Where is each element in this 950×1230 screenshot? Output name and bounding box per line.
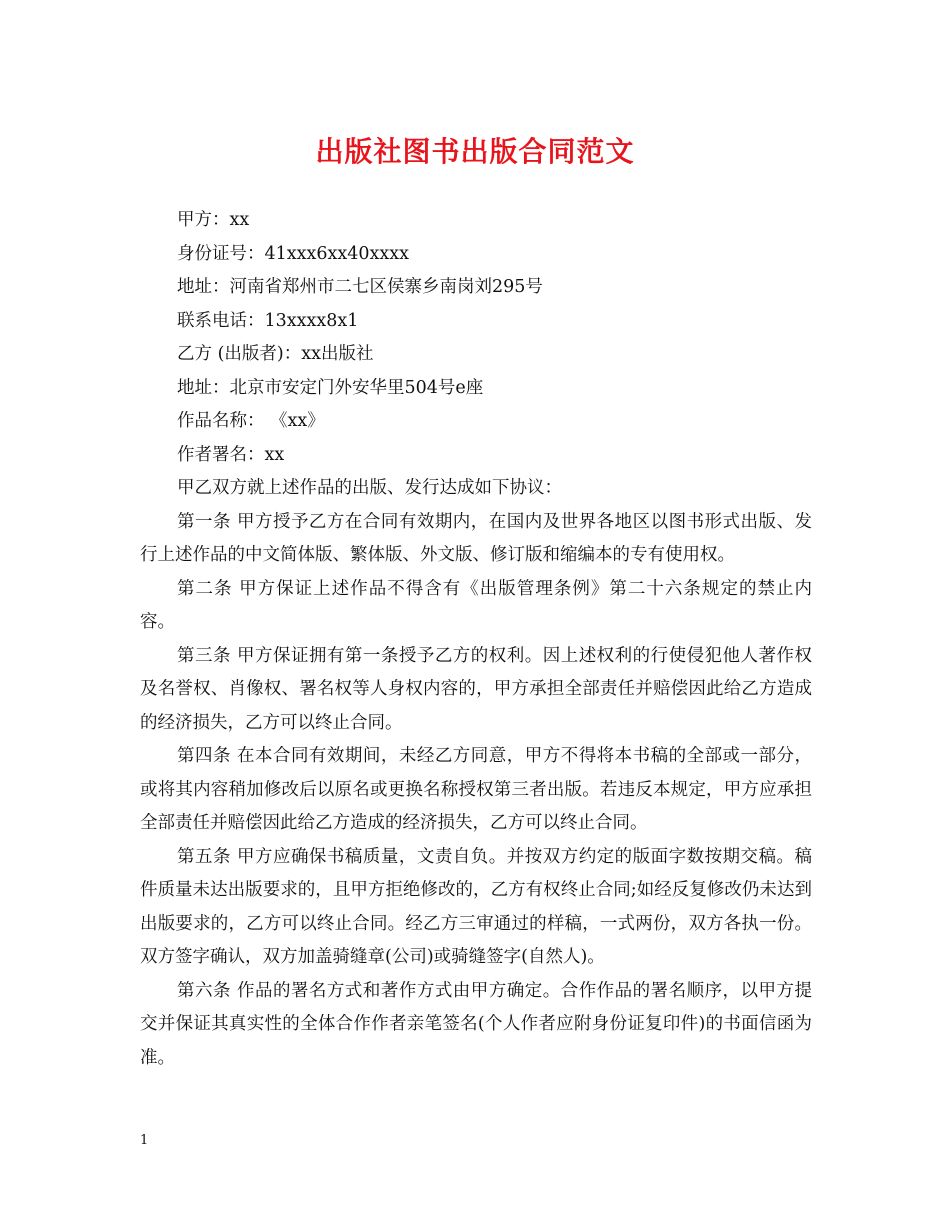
work-title-line: 作品名称： 《xx》 (177, 411, 325, 431)
article-6: 第六条 作品的署名方式和著作方式由甲方确定。合作作品的署名顺序，以甲方提交并保证其真实性的全体合作作者亲笔签名(个人作者应附身份证复印件)的书面信函为准。 (140, 980, 812, 1068)
article-2: 第二条 甲方保证上述作品不得含有《出版管理条例》第二十六条规定的禁止内容。 (140, 578, 812, 632)
party-b-line: 乙方 (出版者)：xx出版社 (177, 344, 374, 364)
id-number-line: 身份证号：41xxx6xx40xxxx (177, 243, 409, 264)
article-3: 第三条 甲方保证拥有第一条授予乙方的权利。因上述权利的行使侵犯他人著作权及名誉权、肖像权、署名权等人身权内容的，甲方承担全部责任并赔偿因此给乙方造成的经济损失，乙方可以终止合同。 (140, 645, 812, 733)
party-a-address-line: 地址：河南省郑州市二七区侯寨乡南岗刘295号 (177, 277, 543, 297)
article-4: 第四条 在本合同有效期间，未经乙方同意，甲方不得将本书稿的全部或一部分，或将其内容稍加修改后以原名或更换名称授权第三者出版。若违反本规定，甲方应承担全部责任并赔偿因此给乙方造成的经济损失，乙方可以终止合同。 (140, 746, 812, 833)
author-line: 作者署名：xx (177, 444, 285, 465)
page-number: 1 (140, 1133, 149, 1148)
document-title: 出版社图书出版合同范文 (315, 135, 635, 168)
party-a-line: 甲方：xx (177, 210, 250, 230)
phone-line: 联系电话：13xxxx8x1 (177, 310, 359, 331)
article-1: 第一条 甲方授予乙方在合同有效期内，在国内及世界各地区以图书形式出版、发行上述作品的中文简体版、繁体版、外文版、修订版和缩编本的专有使用权。 (140, 511, 812, 565)
article-5: 第五条 甲方应确保书稿质量，文责自负。并按双方约定的版面字数按期交稿。稿件质量未达出版要求的，且甲方拒绝修改的，乙方有权终止合同;如经反复修改仍未达到出版要求的，乙方可以终止合同。经乙方三审通过的样稿，一式两份，双方各执一份。双方签字确认，双方加盖骑缝章(公司)或骑缝签字(自然人)。 (140, 846, 812, 967)
document-body (140, 204, 812, 1075)
agreement-intro-line: 甲乙双方就上述作品的出版、发行达成如下协议： (177, 478, 562, 498)
party-b-address-line: 地址：北京市安定门外安华里504号e座 (177, 377, 484, 398)
